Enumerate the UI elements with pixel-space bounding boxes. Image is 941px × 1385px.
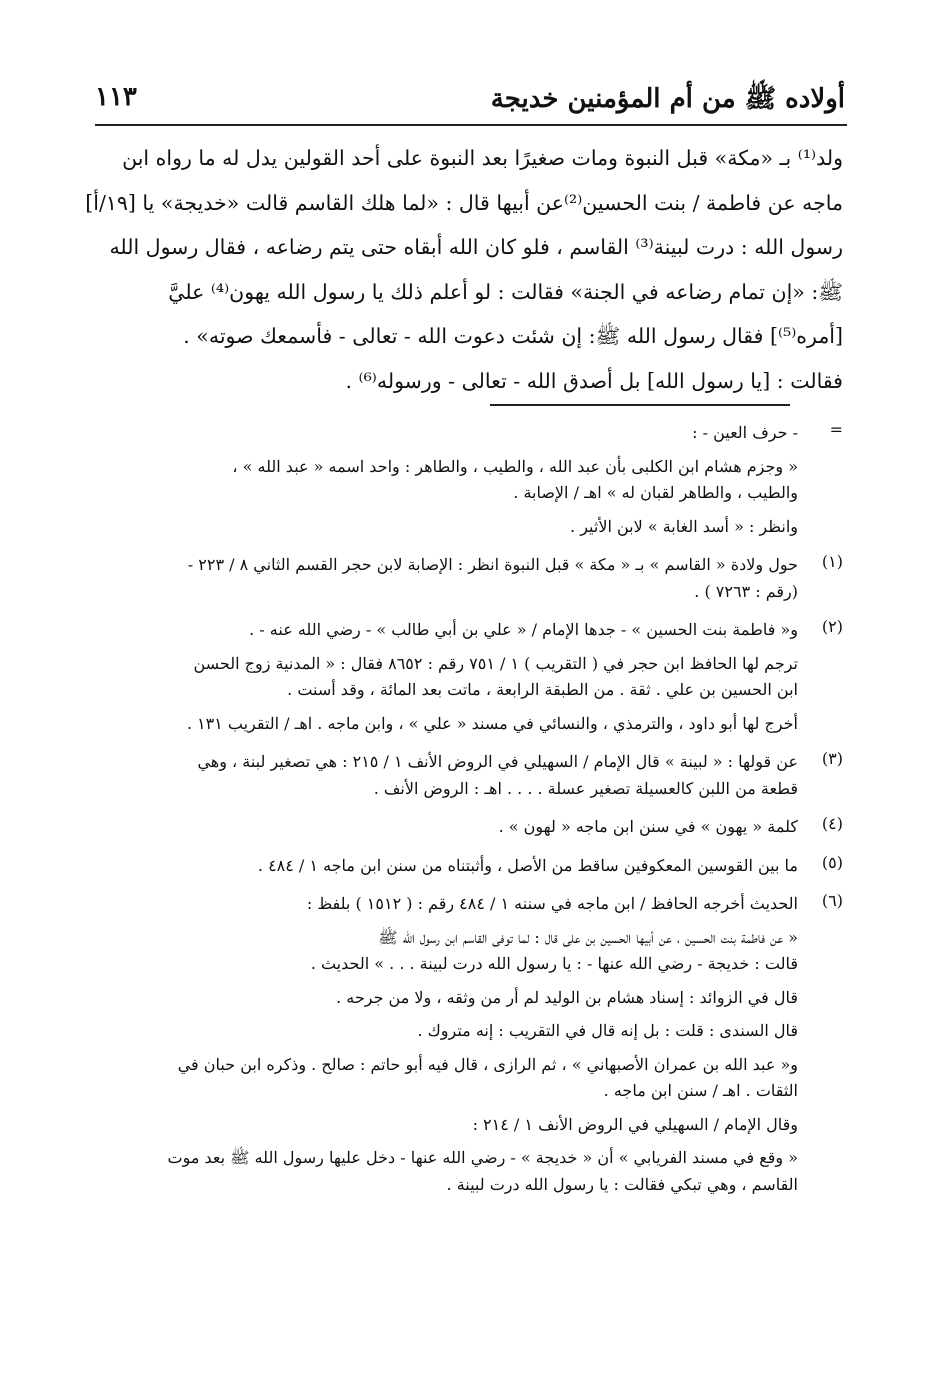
footnotes-section bbox=[98, 420, 843, 1210]
footnote-line: ما بين القوسين المعكوفين ساقط من الأصل ، وأثبتناه من سنن ابن ماجه ١ / ٤٨٤ . bbox=[257, 855, 798, 875]
footnote-number: (٣) bbox=[821, 749, 843, 768]
main-text-line: ولد⁽¹⁾ بـ «مكة» قبل النبوة ومات صغيرًا بعد النبوة على أحد القولين يدل له ما رواه ابن bbox=[122, 146, 843, 170]
main-text-line: رسول الله : درت لبينة⁽³⁾ القاسم ، فلو كان الله أبقاه حتى يتم رضاعه ، فقال رسول الله bbox=[109, 235, 843, 259]
footnote-line: « عن فاطمة بنت الحسين ، عن أبيها الحسين بن على قال : لما توفى القاسم ابن رسول الله ﷺ bbox=[378, 927, 798, 947]
footnote-line: كلمة « يهون » في سنن ابن ماجه « لهون » . bbox=[498, 817, 798, 836]
footnote-paragraph bbox=[98, 1052, 798, 1105]
page-number: ١١٣ bbox=[95, 82, 137, 112]
footnote-paragraph bbox=[98, 814, 798, 841]
footnote-paragraph bbox=[98, 617, 798, 644]
footnote-line: القاسم ، وهي تبكي فقالت : يا رسول الله درت لبينة . bbox=[446, 1174, 798, 1194]
footnote-paragraph bbox=[98, 552, 798, 605]
footnote bbox=[98, 853, 843, 880]
footnote bbox=[98, 749, 843, 802]
footnote-number: (٥) bbox=[821, 852, 843, 872]
footnote bbox=[98, 891, 843, 1198]
footnote-line: الثقات . اهـ / سنن ابن ماجه . bbox=[603, 1081, 798, 1100]
main-text bbox=[85, 136, 843, 403]
footnote-line: وقال الإمام / السهيلي في الروض الأنف ١ / ٢١٤ : bbox=[472, 1114, 798, 1134]
footnote-paragraph bbox=[98, 514, 798, 541]
main-text-line: [أمره⁽⁵⁾] فقال رسول الله ﷺ: إن شئت دعوت الله - تعالى - فأسمعك صوته» . bbox=[183, 324, 843, 348]
footnote-line: عن قولها : « لبينة » قال الإمام / السهيلي في الروض الأنف ١ / ٢١٥ : هي تصغير لبنة ، وهي bbox=[197, 752, 798, 771]
main-text-line: ﷺ: «إن تمام رضاعه في الجنة» فقالت : لو أعلم ذلك يا رسول الله يهون⁽⁴⁾ عليَّ bbox=[168, 279, 843, 304]
footnote-paragraph bbox=[98, 711, 798, 738]
footnote-paragraph bbox=[98, 891, 798, 918]
footnote-line: حول ولادة « القاسم » بـ « مكة » قبل النبوة انظر : الإصابة لابن حجر القسم الثاني ٨ / ٢٢٣ - bbox=[187, 555, 798, 574]
page-header bbox=[95, 80, 845, 120]
footnote-line: قال في الزوائد : إسناد هشام بن الوليد لم أر من وثقه ، ولا من جرحه . bbox=[336, 987, 798, 1007]
footnote bbox=[98, 617, 843, 737]
footnote-paragraph bbox=[98, 420, 798, 447]
footnote-number: (٤) bbox=[821, 814, 843, 833]
main-text-line: فقالت : [يا رسول الله] بل أصدق الله - تعالى - ورسوله⁽⁶⁾ . bbox=[345, 368, 843, 393]
footnote-line: أخرج لها أبو داود ، والترمذي ، والنسائي في مسند « علي » ، وابن ماجه . اهـ / التقريب ١٣١ . bbox=[186, 713, 798, 733]
footnote-line: « وقع في مسند الفريابي » أن « خديجة » - رضي الله عنها - دخل عليها رسول الله ﷺ بعد موت bbox=[167, 1148, 798, 1167]
main-text-line: ماجه عن فاطمة / بنت الحسين⁽²⁾عن أبيها قال : «لما هلك القاسم قالت «خديجة» يا [١٩/أ] bbox=[85, 190, 843, 215]
footnote-number: (٦) bbox=[821, 891, 843, 910]
footnote-line: قالت : خديجة - رضي الله عنها - : يا رسول الله درت لبينة . . . » الحديث . bbox=[310, 954, 798, 973]
footnote-line: قال السندى : قلت : بل إنه قال في التقريب : إنه متروك . bbox=[417, 1021, 798, 1040]
footnote-line: والطيب ، والطاهر لقبان له » اهـ / الإصابة . bbox=[513, 483, 798, 502]
footnote-number: (٢) bbox=[821, 617, 843, 636]
footnote-line: « وجزم هشام ابن الكلبى بأن عبد الله ، والطيب ، والطاهر : واحد اسمه « عبد الله » ، bbox=[232, 456, 798, 476]
footnote-paragraph bbox=[98, 1112, 798, 1139]
footnote-line: ابن الحسين بن علي . ثقة . من الطبقة الرابعة ، ماتت بعد المائة ، وقد أسنت . bbox=[287, 680, 798, 699]
footnote-paragraph bbox=[98, 1018, 798, 1045]
footnote-paragraph bbox=[98, 454, 798, 507]
footnote bbox=[98, 552, 843, 605]
footnote-number: = bbox=[829, 420, 843, 439]
footnote-separator bbox=[490, 404, 790, 406]
footnote-line: وانظر : « أسد الغابة » لابن الأثير . bbox=[570, 516, 798, 536]
footnote-line: ترجم لها الحافظ ابن حجر في ( التقريب ) ١ / ٧٥١ رقم : ٨٦٥٢ فقال : « المدنية زوج الحسن bbox=[193, 653, 798, 673]
footnote-number: (١) bbox=[821, 552, 843, 571]
footnote-continuation bbox=[98, 420, 843, 540]
footnote-line: و« عبد الله بن عمران الأصبهاني » ، ثم الرازى ، قال فيه أبو حاتم : صالح . وذكره ابن حبان في bbox=[177, 1054, 798, 1074]
footnote-paragraph bbox=[98, 749, 798, 802]
footnote-line: قطعة من اللبن كالعسيلة تصغير عسلة . . . . اهـ : الروض الأنف . bbox=[373, 778, 798, 798]
footnote-paragraph bbox=[98, 925, 798, 978]
footnote-line: (رقم : ٧٢٦٣ ) . bbox=[694, 581, 798, 601]
footnote-line: و« فاطمة بنت الحسين » - جدها الإمام / « علي بن أبي طالب » - رضي الله عنه - . bbox=[249, 620, 798, 639]
footnote-paragraph bbox=[98, 651, 798, 704]
running-title: أولاده ﷺ من أم المؤمنين خديجة bbox=[490, 84, 845, 114]
footnote-paragraph bbox=[98, 1145, 798, 1198]
footnote-paragraph bbox=[98, 853, 798, 880]
footnote-line: الحديث أخرجه الحافظ / ابن ماجه في سننه ١ / ٤٨٤ رقم : ( ١٥١٢ ) بلفظ : bbox=[306, 894, 798, 913]
header-rule bbox=[95, 124, 847, 126]
footnote-line: - حرف العين - : bbox=[692, 423, 798, 442]
footnote bbox=[98, 814, 843, 841]
footnote-paragraph bbox=[98, 985, 798, 1012]
